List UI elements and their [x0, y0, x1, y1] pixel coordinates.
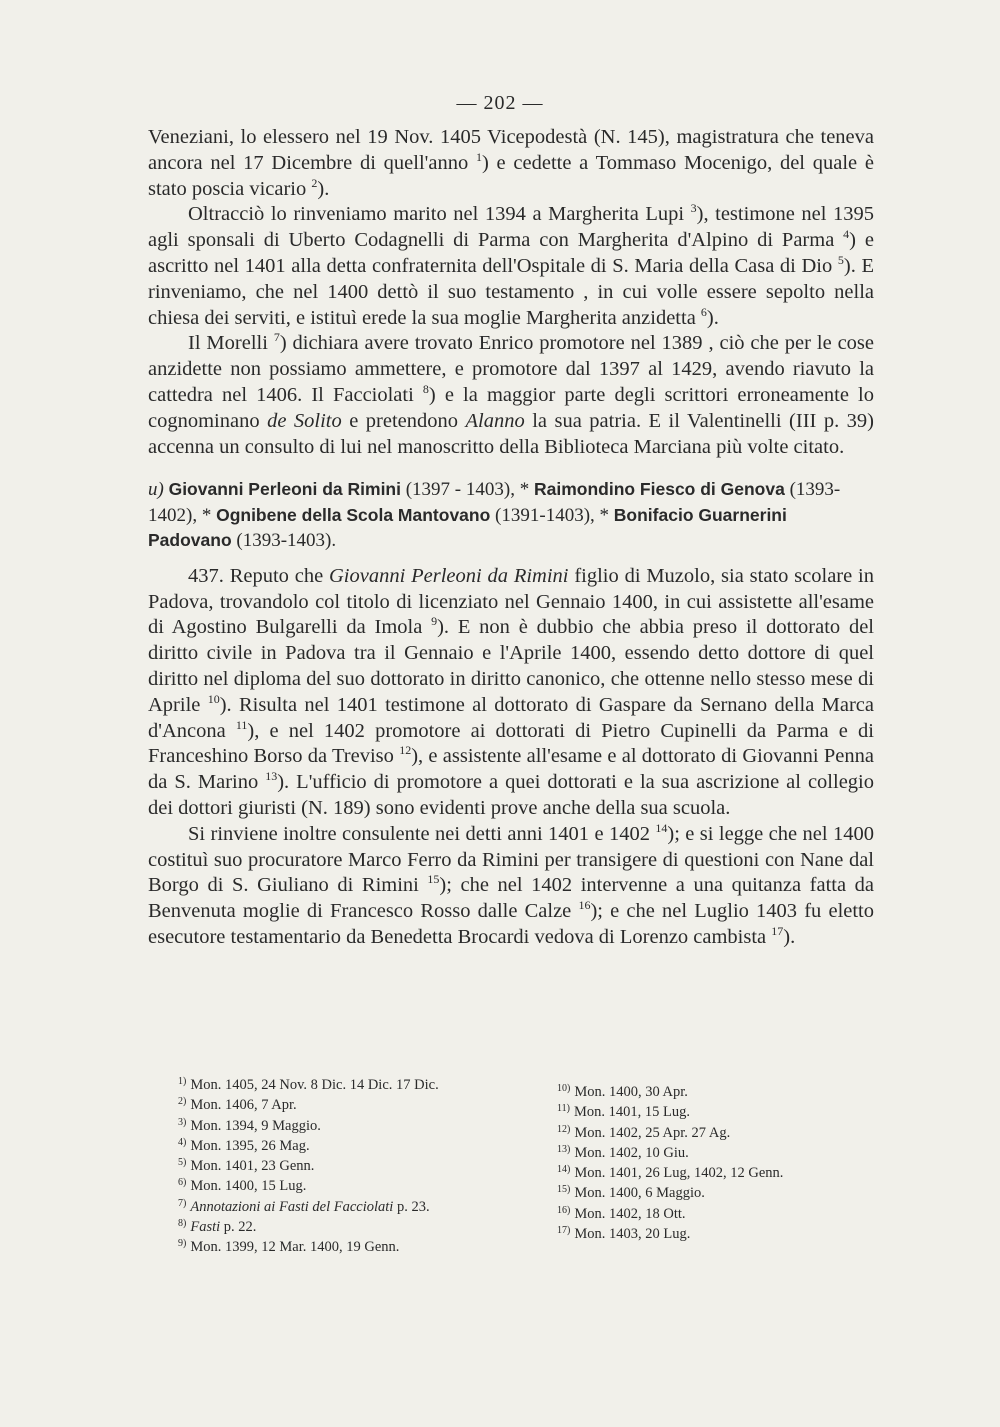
body-text: [148, 125, 874, 951]
text-run: ). L'ufficio di promotore a quei dottorati e la sua ascrizione al collegio dei dottori giuristi (N. 189) sono evidenti prove anche della sua scuola.: [148, 771, 874, 820]
footnote-ref: 7: [273, 330, 280, 345]
text-run: ) e cedette a Tommaso Mocenigo, del quale è stato poscia vicario: [148, 151, 874, 200]
footnote: [178, 1237, 538, 1257]
paragraph-consulente: [148, 822, 874, 951]
text-run: Il Morelli: [188, 332, 274, 355]
footnote-number: 5): [178, 1157, 187, 1169]
text-run: 437. Reputo che: [188, 564, 329, 587]
text-run: figlio di Muzolo, sia stato scolare in Padova, trovandolo col titolo di licenziato nel Gennaio 1400, in cui assistette all'esame di Agostino Bulgarelli da Imola: [148, 564, 874, 639]
footnote: [557, 1224, 897, 1244]
footnote-ref: 8: [422, 381, 429, 396]
footnote-text: Mon. 1401, 26 Lug, 1402, 12 Genn.: [574, 1165, 784, 1182]
footnote-text-tail: p. 23.: [393, 1198, 430, 1215]
footnote-ref: 10: [207, 691, 220, 706]
text-run: (1391-1403), *: [490, 504, 614, 526]
footnote-ref: 12: [399, 743, 412, 758]
text-run: ). Risulta nel 1401 testimone al dottorato di Gaspare da Sernano della Marca d'Ancona: [148, 693, 874, 742]
italic-text: de Solito: [267, 409, 342, 432]
footnote: [557, 1082, 897, 1102]
footnote-text: Mon. 1402, 25 Apr. 27 Ag.: [574, 1124, 731, 1141]
paragraph-437: [148, 564, 874, 822]
footnote: [178, 1075, 538, 1095]
footnote-text: Mon. 1402, 10 Giu.: [574, 1144, 689, 1161]
text-run: ), testimone nel 1395 agli sponsali di Uberto Codagnelli di Parma con Margherita d'Alpino di Parma: [148, 203, 874, 252]
bold-name: Raimondino Fiesco di Genova: [533, 479, 785, 500]
text-run: Oltracciò lo rinveniamo marito nel 1394 a Margherita Lupi: [188, 203, 691, 226]
bold-name: Giovanni Perleoni da Rimini: [168, 479, 401, 500]
footnote-ref: 4: [843, 227, 850, 242]
footnote-number: 2): [178, 1096, 187, 1108]
page-number: — 202 —: [456, 92, 544, 114]
footnote: [557, 1204, 897, 1224]
italic-text: Alanno: [465, 409, 525, 432]
footnote: [178, 1116, 538, 1136]
text-run: ); e si legge che nel 1400 costituì suo procuratore Marco Ferro da Rimini per transigere di questioni con Nane dal Borgo di S. Giuliano di Rimini: [148, 822, 874, 897]
footnote: [178, 1136, 538, 1156]
footnote-ref: 15: [427, 872, 440, 887]
paragraph-morelli: [148, 331, 874, 460]
footnote-ref: 3: [690, 201, 697, 216]
paragraph-continuation: [148, 125, 874, 202]
footnote-number: 10): [557, 1083, 571, 1094]
footnote-text: Mon. 1400, 15 Lug.: [190, 1178, 307, 1195]
footnote-number: 16): [557, 1204, 571, 1216]
footnote-ref: 14: [655, 820, 668, 835]
footnote-text: Mon. 1394, 9 Maggio.: [190, 1117, 321, 1134]
text-run: (1393-1403).: [231, 530, 337, 552]
footnote-ref: 16: [578, 898, 591, 913]
footnote-text: Fasti: [190, 1219, 221, 1236]
footnote-number: 9): [178, 1238, 187, 1250]
footnote-number: 8): [178, 1218, 187, 1230]
footnote: [557, 1183, 897, 1203]
text-run: Si rinviene inoltre consulente nei detti anni 1401 e 1402: [188, 822, 656, 845]
footnote-text: Annotazioni ai Fasti del Facciolati: [190, 1198, 394, 1215]
footnote-ref: 2: [311, 175, 318, 190]
footnote-text: Mon. 1406, 7 Apr.: [190, 1097, 297, 1114]
footnote-text: Mon. 1400, 6 Maggio.: [574, 1185, 705, 1202]
text-run: ), e assistente all'esame e al dottorato di Giovanni Penna da S. Marino: [148, 745, 874, 794]
italic-text: Giovanni Perleoni da Rimini: [329, 564, 569, 587]
footnote-number: 15): [557, 1184, 571, 1196]
footnote: [557, 1102, 897, 1122]
footnote-number: 4): [178, 1136, 187, 1148]
footnote: [178, 1095, 538, 1115]
italic-text: u): [148, 479, 164, 501]
footnote-text: Mon. 1402, 18 Ott.: [574, 1205, 686, 1222]
text-run: (1393-1402), *: [148, 479, 841, 526]
text-run: ) e ascritto nel 1401 alla detta confraternita dell'Ospitale di S. Maria della Casa di Dio: [148, 229, 874, 277]
footnote: [178, 1217, 538, 1237]
footnotes-right-column: [557, 1082, 897, 1244]
text-run: (1397 - 1403), *: [400, 479, 534, 501]
text-run: la sua patria. E il Valentinelli (III p. 39) accenna un consulto di lui nel manoscritto della Biblioteca Marciana più volte citato.: [148, 409, 875, 458]
footnote-text: Mon. 1401, 23 Genn.: [190, 1158, 315, 1175]
footnote-number: 13): [557, 1143, 571, 1155]
text-run: ), e nel 1402 promotore ai dottorati di Pietro Cupinelli da Parma e di Franceshino Borso da Treviso: [148, 719, 874, 768]
footnote-number: 1): [178, 1076, 187, 1087]
footnote-number: 14): [557, 1164, 571, 1176]
footnote-ref: 17: [771, 924, 784, 939]
footnote: [178, 1156, 538, 1176]
text-run: ); che nel 1402 intervenne a una quitanza fatta da Benvenuta moglie di Francesco Rosso dalle Calze: [148, 874, 874, 923]
text-run: ). E rinveniamo, che nel 1400 dettò il suo testamento , in cui volle essere sepolto nella chiesa dei serviti, e istituì erede la sua moglie Margherita anzidetta: [148, 254, 874, 329]
footnote-text: Mon. 1405, 24 Nov. 8 Dic. 14 Dic. 17 Dic.: [190, 1077, 439, 1093]
footnote: [178, 1176, 538, 1196]
footnote-number: 11): [557, 1103, 570, 1115]
footnote-number: 12): [557, 1123, 571, 1135]
footnote-text: Mon. 1403, 20 Lug.: [574, 1226, 691, 1243]
footnote-ref: 9: [431, 614, 438, 629]
text-run: ).: [317, 177, 330, 200]
section-heading-u: [148, 477, 874, 554]
footnotes-left-column: [178, 1075, 538, 1258]
footnote-text: Mon. 1401, 15 Lug.: [573, 1104, 690, 1121]
footnote-text: Mon. 1399, 12 Mar. 1400, 19 Genn.: [190, 1239, 400, 1256]
footnote-ref: 13: [265, 769, 278, 784]
footnote-ref: 6: [700, 304, 707, 319]
footnote: [557, 1163, 897, 1183]
text-run: ) e la maggior parte degli scrittori erroneamente lo cognominano: [148, 383, 875, 432]
text-run: Veneziani, lo elessero nel 19 Nov. 1405 Vicepodestà (N. 145), magistratura che teneva ancora nel 17 Dicembre di quell'anno: [148, 126, 874, 174]
footnote-ref: 1: [475, 149, 482, 164]
footnote-ref: 5: [837, 252, 844, 267]
footnote-number: 7): [178, 1197, 187, 1209]
text-run: ); e che nel Luglio 1403 fu eletto esecutore testamentario da Benedetta Brocardi vedova di Lorenzo cambista: [148, 900, 875, 949]
footnote-number: 3): [178, 1116, 187, 1128]
footnote-ref: 11: [235, 717, 248, 732]
footnote-text: Mon. 1395, 26 Mag.: [190, 1137, 310, 1154]
footnote-text-tail: p. 22.: [220, 1219, 257, 1236]
text-run: ). E non è dubbio che abbia preso il dottorato del diritto civile in Padova tra il Gennaio e l'Aprile 1400, essendo detto dottore di quel diritto nel diploma del suo dottorato in diritto canonico, che ottenne nello stesso mese di Aprile: [148, 616, 874, 716]
footnote: [557, 1143, 897, 1163]
footnote: [178, 1197, 538, 1217]
footnote-number: 6): [178, 1177, 187, 1189]
footnote: [557, 1123, 897, 1143]
footnote-number: 17): [557, 1225, 571, 1237]
bold-name: Ognibene della Scola Mantovano: [216, 504, 491, 525]
bold-name: Bonifacio Guarnerini Padovano: [148, 504, 787, 551]
text-run: ).: [783, 926, 796, 949]
footnote-text: Mon. 1400, 30 Apr.: [574, 1084, 688, 1100]
text-run: e pretendono: [341, 409, 466, 432]
text-run: ).: [706, 306, 719, 329]
paragraph-oltraccio: [148, 202, 874, 331]
text-run: ) dichiara avere trovato Enrico promotore nel 1389 , ciò che per le cose anzidette non possiamo ammettere, e promotore dal 1397 al 1429, avendo riavuto la cattedra nel 1406. Il Facciolati: [148, 332, 874, 406]
